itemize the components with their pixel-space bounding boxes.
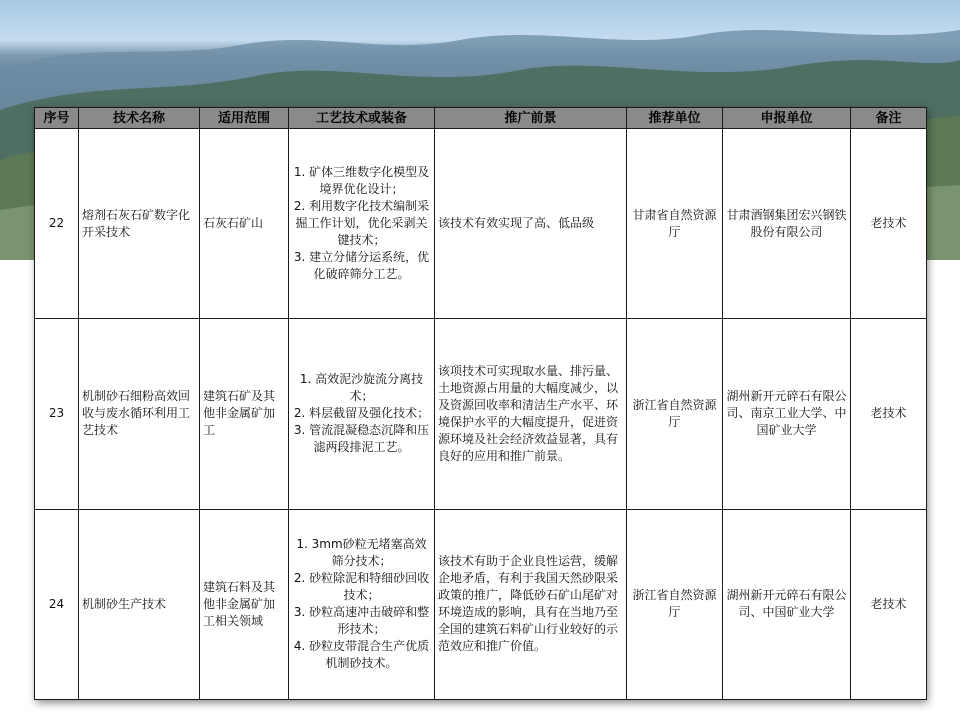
cell-name: 机制砂生产技术 xyxy=(79,509,200,699)
cell-recommender: 甘肃省自然资源厅 xyxy=(627,129,723,319)
technology-table-sheet xyxy=(34,107,926,700)
cell-applicant: 甘肃酒钢集团宏兴钢铁股份有限公司 xyxy=(723,129,851,319)
process-item: 3. 砂粒高速冲击破碎和整形技术； xyxy=(293,605,430,637)
header-recommender: 推荐单位 xyxy=(627,108,723,129)
cell-process xyxy=(289,509,435,699)
process-item: 1. 3mm砂粒无堵塞高效筛分技术； xyxy=(296,537,427,569)
cell-prospect: 该技术有效实现了高、低品级 xyxy=(435,129,627,319)
cell-scope: 石灰石矿山 xyxy=(200,129,289,319)
process-item: 4. 砂粒皮带混合生产优质机制砂技术。 xyxy=(293,639,430,671)
header-prospect: 推广前景 xyxy=(435,108,627,129)
process-item: 3. 建立分储分运系统，优化破碎筛分工艺。 xyxy=(293,250,430,282)
cell-process xyxy=(289,129,435,319)
process-item: 2. 砂粒除泥和特细砂回收技术； xyxy=(293,571,430,603)
header-name: 技术名称 xyxy=(79,108,200,129)
cell-recommender: 浙江省自然资源厅 xyxy=(627,509,723,699)
cell-prospect: 该项技术可实现取水量、排污量、土地资源占用量的大幅度减少，以及资源回收率和清洁生产水平、环境保护水平的大幅度提升，促进资源环境及社会经济效益显著，具有良好的应用和推广前景。 xyxy=(435,319,627,509)
header-no: 序号 xyxy=(35,108,79,129)
cell-prospect: 该技术有助于企业良性运营，缓解企地矛盾，有利于我国天然砂限采政策的推广，降低砂石矿山尾矿对环境造成的影响，具有在当地乃至全国的建筑石料矿山行业较好的示范效应和推广价值。 xyxy=(435,509,627,699)
technology-table xyxy=(34,107,927,700)
cell-note: 老技术 xyxy=(851,319,927,509)
process-item: 2. 料层截留及强化技术； xyxy=(293,406,430,421)
cell-name: 熔剂石灰石矿数字化开采技术 xyxy=(79,129,200,319)
header-note: 备注 xyxy=(851,108,927,129)
cell-no: 23 xyxy=(35,319,79,509)
cell-recommender: 浙江省自然资源厅 xyxy=(627,319,723,509)
table-header-row xyxy=(35,108,927,129)
table-row xyxy=(35,319,927,509)
process-item: 2. 利用数字化技术编制采掘工作计划，优化采剥关键技术； xyxy=(293,199,430,248)
cell-scope: 建筑石矿及其他非金属矿加工 xyxy=(200,319,289,509)
cell-no: 24 xyxy=(35,509,79,699)
table-row xyxy=(35,509,927,699)
cell-note: 老技术 xyxy=(851,129,927,319)
cell-process xyxy=(289,319,435,509)
cell-applicant: 湖州新开元碎石有限公司、中国矿业大学 xyxy=(723,509,851,699)
header-process: 工艺技术或装备 xyxy=(289,108,435,129)
header-scope: 适用范围 xyxy=(200,108,289,129)
cell-note: 老技术 xyxy=(851,509,927,699)
cell-applicant: 湖州新开元碎石有限公司、南京工业大学、中国矿业大学 xyxy=(723,319,851,509)
header-applicant: 申报单位 xyxy=(723,108,851,129)
process-item: 1. 高效泥沙旋流分离技术； xyxy=(299,372,424,404)
process-item: 3. 管流混凝稳态沉降和压滤两段排泥工艺。 xyxy=(293,423,430,455)
table-row xyxy=(35,129,927,319)
cell-no: 22 xyxy=(35,129,79,319)
cell-scope: 建筑石料及其他非金属矿加工相关领域 xyxy=(200,509,289,699)
process-item: 1. 矿体三维数字化模型及境界优化设计； xyxy=(293,165,430,197)
cell-name: 机制砂石细粉高效回收与废水循环利用工艺技术 xyxy=(79,319,200,509)
